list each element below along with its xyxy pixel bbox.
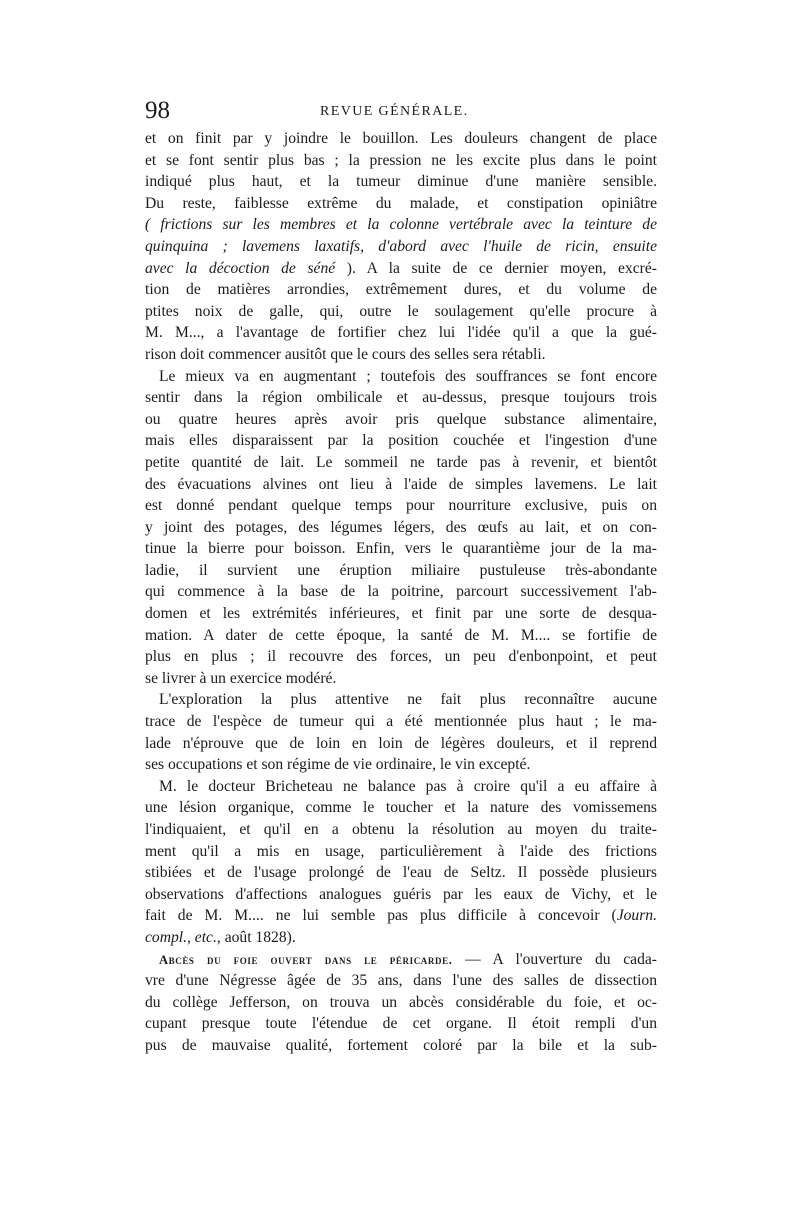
text-line (145, 733, 657, 755)
text-line (145, 214, 657, 236)
text-line (145, 128, 657, 150)
text-line (145, 646, 657, 668)
text-run: tinue la bierre pour boisson. Enfin, vers le quarantième jour de la ma- (145, 540, 657, 558)
text-run: Journ. (616, 907, 657, 925)
text-run: lade n'éprouve que de loin en loin de légères douleurs, et il reprend (145, 734, 657, 752)
text-run: tion de matières arrondies, extrêmement dures, et du volume de (145, 281, 657, 299)
text-line (145, 819, 657, 841)
text-run: compl., etc. (145, 928, 217, 946)
text-run: M. M..., a l'avantage de fortifier chez lui l'idée qu'il a que la gué- (145, 324, 657, 342)
text-run: domen et les extrémités inférieures, et finit par une sorte de desqua- (145, 605, 657, 623)
text-line (145, 150, 657, 172)
text-line (145, 949, 657, 971)
text-line (145, 517, 657, 539)
text-run: est donné pendant quelque temps pour nourriture exclusive, puis on (145, 497, 657, 515)
text-run: ). A la suite de ce dernier moyen, excré- (335, 259, 657, 277)
text-line (145, 776, 657, 798)
text-run: , août 1828). (216, 928, 296, 946)
text-run: trace de l'espèce de tumeur qui a été mentionnée plus haut ; le ma- (145, 713, 657, 731)
text-line (145, 1035, 657, 1057)
text-run: l'indiquaient, et qu'il en a obtenu la résolution au moyen du traite- (145, 821, 657, 838)
text-line (145, 474, 657, 496)
text-line (145, 258, 657, 280)
text-line (145, 322, 657, 344)
text-run: une lésion organique, comme le toucher et la nature des vomissemens (145, 799, 657, 817)
text-line (145, 927, 657, 949)
text-run: ses occupations et son régime de vie ordinaire, le vin excepté. (145, 756, 531, 774)
text-line (145, 495, 657, 517)
text-line (145, 862, 657, 884)
text-run: et on finit par y joindre le bouillon. Les douleurs changent de place (145, 130, 657, 147)
text-run: ment qu'il a mis en usage, particulièrement à l'aide des frictions (145, 842, 657, 860)
section-heading: Abcès du foie ouvert dans le péricarde. (159, 952, 453, 967)
text-line (145, 797, 657, 819)
text-line (145, 1013, 657, 1035)
text-run: du collège Jefferson, on trouva un abcès considérable du foie, et oc- (145, 993, 657, 1011)
text-line (145, 560, 657, 582)
text-run: cupant presque toute l'étendue de cet organe. Il étoit rempli d'un (145, 1015, 657, 1033)
page-number: 98 (145, 97, 170, 124)
text-run: ptites noix de galle, qui, outre le soulagement qu'elle procure à (145, 302, 657, 320)
text-run: sentir dans la région ombilicale et au-dessus, presque toujours trois (145, 389, 657, 407)
text-line (145, 193, 657, 215)
text-run: Du reste, faiblesse extrême du malade, et constipation opiniâtre (145, 194, 657, 212)
text-run: y joint des potages, des légumes légers, des œufs au lait, et on con- (145, 518, 657, 536)
text-line (145, 430, 657, 452)
text-run: ladie, il survient une éruption miliaire pustuleuse très-abondante (145, 561, 657, 579)
text-run: M. le docteur Bricheteau ne balance pas à croire qu'il a eu affaire à (159, 777, 657, 795)
text-run: plus en plus ; il recouvre des forces, un peu d'enbonpoint, et peut (145, 648, 657, 666)
text-line (145, 387, 657, 409)
text-line (145, 452, 657, 474)
text-line (145, 171, 657, 193)
text-run: avec la décoction de séné (145, 259, 336, 277)
text-line (145, 884, 657, 906)
text-run: ou quatre heures après avoir pris quelque substance alimentaire, (145, 410, 657, 428)
text-run: observations d'affections analogues guéris par les eaux de Vichy, et le (145, 885, 657, 903)
text-run: des évacuations alvines ont lieu à l'aide de simples lavemens. Le lait (145, 475, 657, 493)
text-line (145, 625, 657, 647)
text-run: et se font sentir plus bas ; la pression ne les excite plus dans le point (145, 151, 657, 169)
text-run: L'exploration la plus attentive ne fait plus reconnaître aucune (159, 691, 657, 709)
text-line (145, 668, 657, 690)
text-run: mation. A dater de cette époque, la santé de M. M.... se fortifie de (145, 626, 657, 644)
text-line (145, 905, 657, 927)
text-line (145, 841, 657, 863)
text-run: indiqué plus haut, et la tumeur diminue d'une manière sensible. (145, 173, 657, 191)
running-title: REVUE GÉNÉRALE. (320, 104, 469, 119)
text-run: vre d'une Négresse âgée de 35 ans, dans l'une des salles de dissection (145, 972, 657, 990)
text-line (145, 603, 657, 625)
text-run: — A l'ouverture du cada- (452, 950, 657, 968)
page-header (145, 97, 657, 125)
text-line (145, 970, 657, 992)
text-line (145, 344, 657, 366)
text-run: stibiées et de l'usage prolongé de l'eau de Seltz. Il possède plusieurs (145, 864, 657, 882)
text-run: qui commence à la base de la poitrine, parcourt successivement l'ab- (145, 583, 657, 601)
text-run: mais elles disparaissent par la position couchée et l'ingestion d'une (145, 432, 657, 450)
text-line (145, 581, 657, 603)
text-run: se livrer à un exercice modéré. (145, 669, 337, 687)
text-line (145, 538, 657, 560)
text-run: rison doit commencer ausitôt que le cours des selles sera rétabli. (145, 345, 546, 363)
text-run: pus de mauvaise qualité, fortement coloré par la bile et la sub- (145, 1036, 657, 1054)
text-line (145, 409, 657, 431)
text-line (145, 992, 657, 1014)
text-line (145, 279, 657, 301)
text-run: Le mieux va en augmentant ; toutefois des souffrances se font encore (159, 367, 657, 385)
text-line (145, 366, 657, 388)
text-run: fait de M. M.... ne lui semble pas plus difficile à concevoir ( (145, 907, 617, 925)
text-line (145, 301, 657, 323)
body-text (145, 128, 657, 1057)
text-run: petite quantité de lait. Le sommeil ne tarde pas à revenir, et bientôt (145, 453, 657, 471)
text-line (145, 236, 657, 258)
text-run: ( frictions sur les membres et la colonne vertébrale avec la teinture de (145, 216, 657, 234)
text-line (145, 711, 657, 733)
text-line (145, 754, 657, 776)
text-run: quinquina ; lavemens laxatifs, d'abord avec l'huile de ricin, ensuite (145, 237, 657, 255)
text-line (145, 689, 657, 711)
